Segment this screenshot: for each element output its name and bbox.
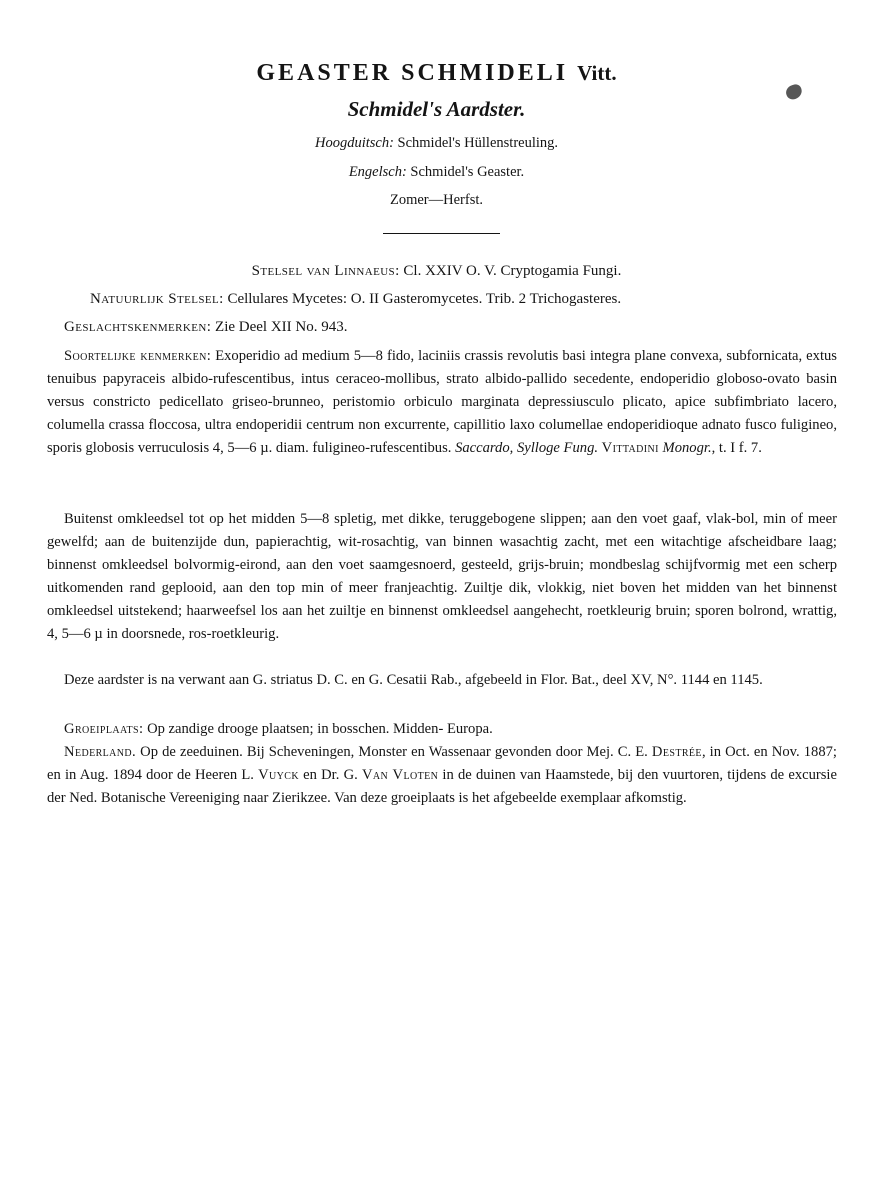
geslacht-label: Geslachtskenmerken: bbox=[64, 319, 212, 335]
title-author: Vitt. bbox=[577, 61, 617, 85]
german-name: Schmidel's Hüllenstreuling. bbox=[397, 135, 559, 151]
collector-vuyck: Vuyck bbox=[258, 766, 299, 783]
divider-rule bbox=[383, 233, 500, 234]
nederland-locations bbox=[47, 741, 837, 810]
habitat-text: Op zandige drooge plaatsen; in bosschen. Midden- Europa. bbox=[147, 721, 493, 737]
habitat-label: Groeiplaats: bbox=[64, 721, 144, 737]
season-line: Zomer—Herfst. bbox=[389, 192, 483, 208]
english-label: Engelsch: bbox=[348, 164, 407, 180]
page-subtitle: Schmidel's Aardster. bbox=[347, 97, 526, 121]
relation-note: Deze aardster is na verwant aan G. striatus D. C. en G. Cesatii Rab., afgebeeld in Flor. Bat., deel XV, N°. 1144 en 1145. bbox=[64, 672, 763, 688]
english-name: Schmidel's Geaster. bbox=[410, 164, 525, 180]
natuurlijk-value: Cellulares Mycetes: O. II Gasteromycetes. Trib. 2 Trichogasteres. bbox=[227, 291, 622, 307]
nederland-label: Nederland. bbox=[64, 744, 137, 760]
nederland-part1: Op de zeeduinen. Bij Scheveningen, Monster en Wassenaar gevonden door Mej. C. E. bbox=[140, 744, 648, 760]
geslacht-value: Zie Deel XII No. 943. bbox=[215, 319, 348, 335]
ref-vittadini-name: Vittadini bbox=[601, 439, 659, 456]
ref-tail: , t. I f. 7. bbox=[711, 439, 762, 456]
geslachtskenmerken bbox=[64, 317, 348, 337]
stelsel-value: Cl. XXIV O. V. Cryptogamia Fungi. bbox=[403, 263, 622, 279]
natuurlijk-stelsel bbox=[90, 289, 621, 309]
collector-van-vloten: Van Vloten bbox=[361, 766, 439, 783]
natuurlijk-label: Natuurlijk Stelsel: bbox=[90, 291, 224, 307]
title-species: GEASTER SCHMIDELI bbox=[256, 60, 569, 86]
dutch-description: Buitenst omkleedsel tot op het midden 5—8 spletig, met dikke, teruggebogene slippen; aan den voet gaaf, vlak-bol, min of meer gewelfd; aan de buitenzijde dun, papierachtig, wit-rosachtig, van binnen wasachtig zacht, met een witachtige afscheidbare laag; binnenst omkleedsel bolvormig-eirond, aan den voet saamgesnoerd, gesteeld, grijs-bruin; mondbeslag schijfvormig met een scherp uitkomenden rand geplooid, aan den top min of meer franjeachtig. Zuiltje dik, vlokkig, niet boven het midden van het binnenst omkleedsel uitstekend; haarweefsel los aan het zuiltje en binnenst omkleedsel aangehecht, roetkleurig bruin; sporen bolrond, wrattig, 4, 5—6 µ in doorsnede, ros-roetkleurig. bbox=[47, 511, 837, 642]
page-title bbox=[0, 58, 873, 88]
species-text: Exoperidio ad medium 5—8 fido, laciniis crassis revolutis basi integra plane convexa, subfornicata, extus tenuibus papyraceis albido-rufescentibus, intus ceraceo-mollibus, strato albido-pallido secedente, endoperidio globoso-ovato basin versus constricto pedicellato griseo-brunneo, peristomio orbiculo marginata depressiusculo plicato, apice subfimbriato lacero, columella crassa floccosa, ultra endoperidii centrum non excurrente, capillitio laxo columellae endoperidioque adnato fusco fuligineo, sporis globosis verruculosis 4, 5—6 µ. diam. fuligineo-rufescentibus. bbox=[47, 348, 837, 456]
collector-destree: Destrée bbox=[651, 744, 702, 760]
species-label: Soortelijke kenmerken: bbox=[64, 348, 212, 364]
stelsel-label: Stelsel van Linnaeus: bbox=[251, 263, 400, 279]
species-characteristics bbox=[47, 345, 837, 460]
ref-vittadini-work: Monogr. bbox=[662, 439, 712, 456]
habitat bbox=[47, 718, 837, 741]
german-name-line bbox=[0, 133, 873, 153]
german-label: Hoogduitsch: bbox=[314, 135, 394, 151]
english-name-line bbox=[0, 162, 873, 182]
stelsel-linnaeus bbox=[0, 261, 873, 281]
nederland-part3: en Dr. G. bbox=[303, 766, 358, 783]
ref-saccardo: Saccardo, Sylloge Fung. bbox=[455, 439, 599, 456]
nederland-part4: in de duinen van Haamstede, bij den vuurtoren, tijdens de excursie der Ned. Botanische Vereeniging naar Zierikzee. Van deze groeiplaats is het afgebeelde exemplaar afkomstig. bbox=[47, 766, 837, 806]
nederland-part2: , in Oct. en Nov. 1887; en in Aug. 1894 door de Heeren L. bbox=[47, 744, 837, 783]
